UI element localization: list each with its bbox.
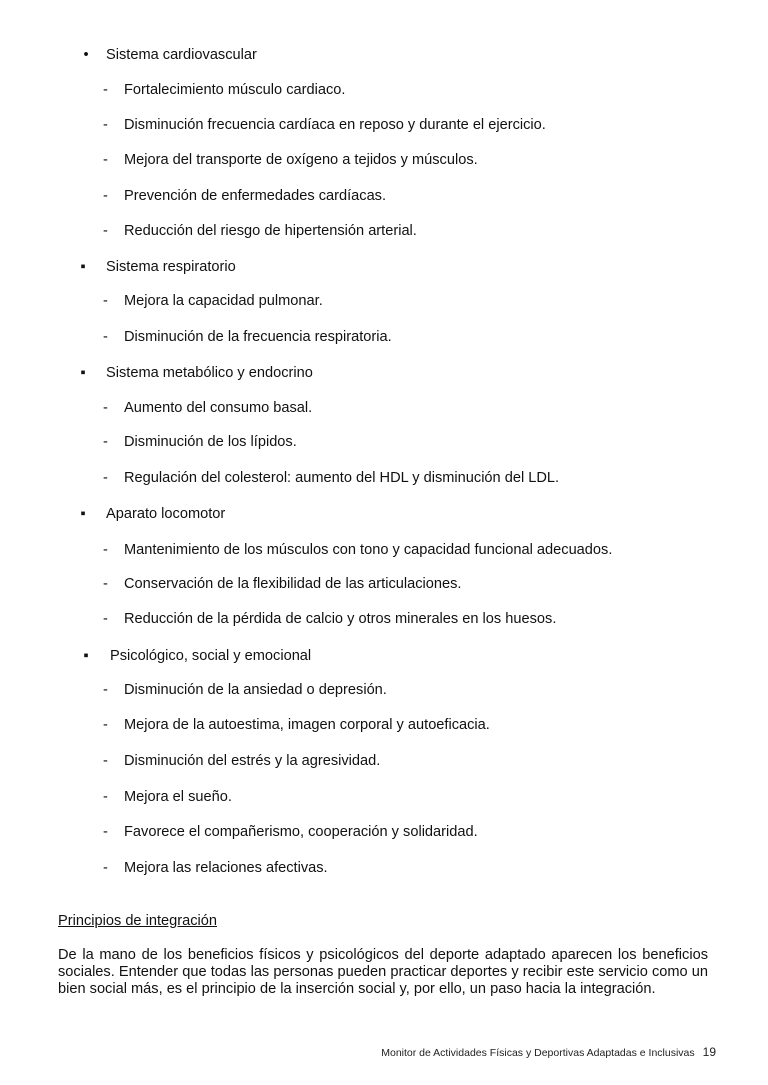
list-item-text: Mejora la capacidad pulmonar. <box>124 293 323 309</box>
square-bullet-icon: ▪ <box>80 259 86 275</box>
dash-bullet-icon: - <box>103 400 108 416</box>
list-item-text: Reducción de la pérdida de calcio y otros minerales en los huesos. <box>124 611 557 627</box>
dash-bullet-icon: - <box>103 824 108 840</box>
dash-bullet-icon: - <box>103 753 108 769</box>
list-item-text: Fortalecimiento músculo cardiaco. <box>124 82 346 98</box>
category-title: Sistema cardiovascular <box>106 47 257 63</box>
dash-bullet-icon: - <box>103 82 108 98</box>
category-title: Sistema metabólico y endocrino <box>106 365 313 381</box>
square-bullet-icon: ▪ <box>80 506 86 522</box>
list-item-text: Disminución de la frecuencia respiratoria. <box>124 329 392 345</box>
list-item-text: Mantenimiento de los músculos con tono y capacidad funcional adecuados. <box>124 542 613 558</box>
footer-title: Monitor de Actividades Físicas y Deportivas Adaptadas e Inclusivas <box>381 1047 695 1059</box>
page-footer <box>381 1045 716 1060</box>
list-item-text: Disminución de los lípidos. <box>124 434 297 450</box>
list-item-text: Disminución frecuencia cardíaca en reposo y durante el ejercicio. <box>124 117 546 133</box>
page-number: 19 <box>702 1045 716 1059</box>
dash-bullet-icon: - <box>103 434 108 450</box>
category-title: Aparato locomotor <box>106 506 226 522</box>
dash-bullet-icon: - <box>103 611 108 627</box>
list-item-text: Mejora el sueño. <box>124 789 232 805</box>
square-bullet-icon: ▪ <box>80 365 86 381</box>
dash-bullet-icon: - <box>103 293 108 309</box>
dash-bullet-icon: - <box>103 470 108 486</box>
dash-bullet-icon: - <box>103 682 108 698</box>
list-item-text: Reducción del riesgo de hipertensión arterial. <box>124 223 417 239</box>
list-item-text: Conservación de la flexibilidad de las articulaciones. <box>124 576 462 592</box>
dash-bullet-icon: - <box>103 329 108 345</box>
dash-bullet-icon: - <box>103 576 108 592</box>
list-item-text: Favorece el compañerismo, cooperación y solidaridad. <box>124 824 478 840</box>
section-heading: Principios de integración <box>58 913 217 929</box>
dash-bullet-icon: - <box>103 717 108 733</box>
dash-bullet-icon: - <box>103 789 108 805</box>
dash-bullet-icon: - <box>103 188 108 204</box>
category-title: Psicológico, social y emocional <box>110 648 312 664</box>
dash-bullet-icon: - <box>103 860 108 876</box>
dash-bullet-icon: - <box>103 152 108 168</box>
dash-bullet-icon: - <box>103 542 108 558</box>
list-item-text: Mejora de la autoestima, imagen corporal y autoeficacia. <box>124 717 490 733</box>
square-bullet-icon: ▪ <box>83 648 89 664</box>
list-item-text: Prevención de enfermedades cardíacas. <box>124 188 387 204</box>
round-bullet-icon: • <box>83 47 89 63</box>
category-title: Sistema respiratorio <box>106 259 236 275</box>
list-item-text: Regulación del colesterol: aumento del HDL y disminución del LDL. <box>124 470 560 486</box>
dash-bullet-icon: - <box>103 117 108 133</box>
list-item-text: Mejora del transporte de oxígeno a tejidos y músculos. <box>124 152 478 168</box>
list-item-text: Disminución del estrés y la agresividad. <box>124 753 381 769</box>
list-item-text: Mejora las relaciones afectivas. <box>124 860 328 876</box>
dash-bullet-icon: - <box>103 223 108 239</box>
body-paragraph: De la mano de los beneficios físicos y psicológicos del deporte adaptado aparecen los beneficios sociales. Entender que todas las personas pueden practicar deportes y recibir este servicio como un bien social más, es el principio de la inserción social y, por ello, un paso hacia la integración. <box>58 947 708 997</box>
list-item-text: Disminución de la ansiedad o depresión. <box>124 682 387 698</box>
list-item-text: Aumento del consumo basal. <box>124 400 313 416</box>
